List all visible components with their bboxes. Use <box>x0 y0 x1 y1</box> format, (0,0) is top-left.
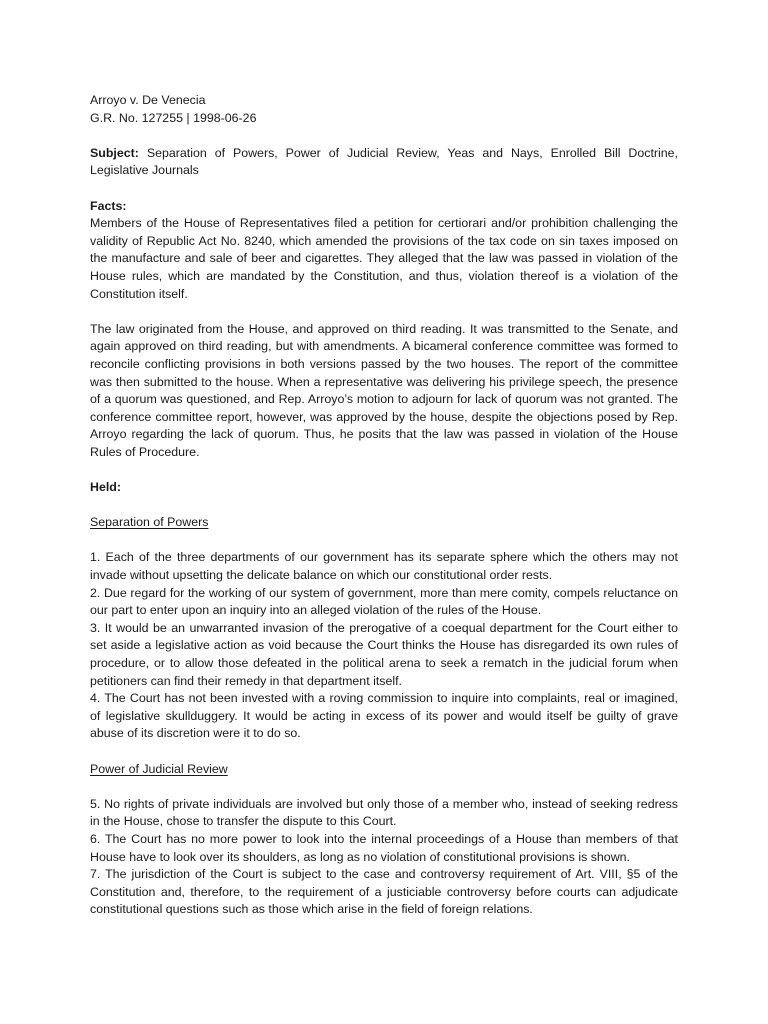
spacer <box>90 778 678 796</box>
facts-paragraph-1: Members of the House of Representatives filed a petition for certiorari and/or prohibition challenging the validity of Republic Act No. 8240, which amended the provisions of the tax code on sin taxes imposed on the manufacture and sale of beer and cigarettes. They alleged that the law was passed in violation of the House rules, which are mandated by the Constitution, and thus, violation thereof is a violation of the Constitution itself. <box>90 216 678 301</box>
subject-label: Subject: <box>90 145 139 160</box>
case-digest-page <box>90 92 678 919</box>
spacer <box>90 532 678 550</box>
case-title: Arroyo v. De Venecia <box>90 93 206 107</box>
spacer <box>90 303 678 321</box>
spacer <box>90 743 678 761</box>
spacer <box>90 127 678 145</box>
subject-text: Separation of Powers, Power of Judicial Review, Yeas and Nays, Enrolled Bill Doctrine, Legislative Journals <box>90 145 678 178</box>
held-heading: Held: <box>90 480 121 495</box>
subject-line <box>90 145 678 180</box>
held-item-3: 3. It would be an unwarranted invasion of the prerogative of a coequal department for the Court either to set aside a legislative action as void because the Court thinks the House has disregarded its own rules of procedure, or to allow those defeated in the political arena to seek a rematch in the judicial forum when petitioners can find their remedy in that department itself. <box>90 620 678 688</box>
spacer <box>90 180 678 198</box>
held-item-5: 5. No rights of private individuals are involved but only those of a member who, instead of seeking redress in the House, chose to transfer the dispute to this Court. <box>90 796 678 829</box>
held-item-4: 4. The Court has not been invested with a roving commission to inquire into complaints, real or imagined, of legislative skullduggery. It would be acting in excess of its power and would itself be guilty of grave abuse of its discretion were it to do so. <box>90 691 678 741</box>
section-title-separation-of-powers: Separation of Powers <box>90 515 209 530</box>
facts-paragraph-2: The law originated from the House, and approved on third reading. It was transmitted to the Senate, and again approved on third reading, but with amendments. A bicameral conference committee was formed to reconcile conflicting provisions in both versions passed by the two houses. The report of the committee was then submitted to the house. When a representative was delivering his privilege speech, the presence of a quorum was questioned, and Rep. Arroyo’s motion to adjourn for lack of quorum was not granted. The conference committee report, however, was approved by the house, despite the objections posed by Rep. Arroyo regarding the lack of quorum. Thus, he posits that the law was passed in violation of the House Rules of Procedure. <box>90 321 678 459</box>
section-title-judicial-review: Power of Judicial Review <box>90 761 228 776</box>
spacer <box>90 461 678 479</box>
spacer <box>90 497 678 515</box>
held-item-1: 1. Each of the three departments of our government has its separate sphere which the others may not invade without upsetting the delicate balance on which our constitutional order rests. <box>90 550 678 583</box>
case-citation: G.R. No. 127255 | 1998-06-26 <box>90 110 257 125</box>
facts-heading: Facts: <box>90 198 127 213</box>
held-item-6: 6. The Court has no more power to look into the internal proceedings of a House than members of that House have to look over its shoulders, as long as no violation of constitutional provisions is shown. <box>90 831 678 864</box>
held-item-2: 2. Due regard for the working of our system of government, more than mere comity, compels reluctance on our part to enter upon an inquiry into an alleged violation of the rules of the House. <box>90 585 678 618</box>
held-item-7: 7. The jurisdiction of the Court is subject to the case and controversy requirement of Art. VIII, §5 of the Constitution and, therefore, to the requirement of a justiciable controversy before courts can adjudicate constitutional questions such as those which arise in the field of foreign relations. <box>90 867 678 917</box>
